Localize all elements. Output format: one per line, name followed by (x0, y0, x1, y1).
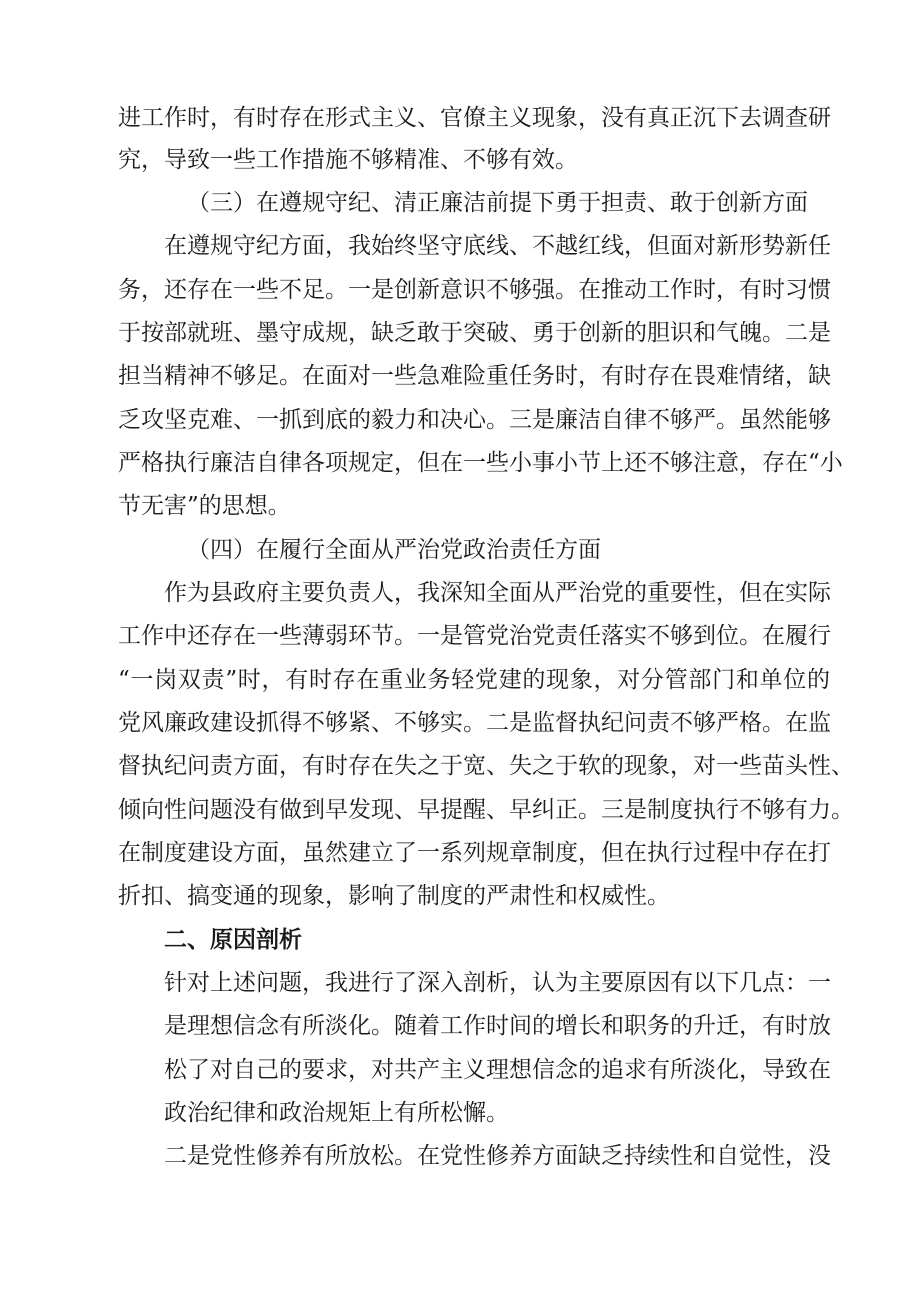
text-line: 针对上述问题，我进行了深入剖析，认为主要原因有以下几点：一 (164, 970, 831, 996)
chapter-heading: 二、原因剖析 (164, 927, 302, 953)
text-line: 严格执行廉洁自律各项规定，但在一些小事小节上还不够注意，存在“小 (118, 450, 843, 476)
text-line: 于按部就班、墨守成规，缺乏敢于突破、勇于创新的胆识和气魄。二是 (118, 320, 831, 346)
text-line: 政治纪律和政治规矩上有所松懈。 (164, 1100, 509, 1126)
text-line: 是理想信念有所淡化。随着工作时间的增长和职务的升迁，有时放 (164, 1013, 831, 1039)
text-line: 在制度建设方面，虽然建立了一系列规章制度，但在执行过程中存在打 (118, 840, 831, 866)
text-line: 担当精神不够足。在面对一些急难险重任务时，有时存在畏难情绪，缺 (118, 363, 831, 389)
text-line: 作为县政府主要负责人，我深知全面从严治党的重要性，但在实际 (164, 580, 831, 606)
text-line: 究，导致一些工作措施不够精准、不够有效。 (118, 147, 578, 173)
text-line: 折扣、搞变通的现象，影响了制度的严肃性和权威性。 (118, 883, 670, 909)
text-line: 进工作时，有时存在形式主义、官僚主义现象，没有真正沉下去调查研 (118, 105, 831, 131)
text-line: “一岗双责”时，有时存在重业务轻党建的现象，对分管部门和单位的 (118, 667, 830, 693)
text-line: 松了对自己的要求，对共产主义理想信念的追求有所淡化，导致在 (164, 1057, 831, 1083)
text-line: 党风廉政建设抓得不够紧、不够实。二是监督执纪问责不够严格。在监 (118, 710, 831, 736)
text-line: 务，还存在一些不足。一是创新意识不够强。在推动工作时，有时习惯 (118, 277, 831, 303)
text-line: 倾向性问题没有做到早发现、早提醒、早纠正。三是制度执行不够有力。 (118, 797, 854, 823)
text-line: 二是党性修养有所放松。在党性修养方面缺乏持续性和自觉性，没 (164, 1143, 831, 1169)
text-line: 在遵规守纪方面，我始终坚守底线、不越红线，但面对新形势新任 (164, 233, 831, 259)
section-heading: （四）在履行全面从严治党政治责任方面 (187, 537, 601, 563)
text-line: 乏攻坚克难、一抓到底的毅力和决心。三是廉洁自律不够严。虽然能够 (118, 407, 831, 433)
text-line: 督执纪问责方面，有时存在失之于宽、失之于软的现象，对一些苗头性、 (118, 753, 854, 779)
section-heading: （三）在遵规守纪、清正廉洁前提下勇于担责、敢于创新方面 (187, 190, 808, 216)
text-line: 工作中还存在一些薄弱环节。一是管党治党责任落实不够到位。在履行 (118, 623, 831, 649)
text-line: 节无害”的思想。 (118, 493, 291, 519)
